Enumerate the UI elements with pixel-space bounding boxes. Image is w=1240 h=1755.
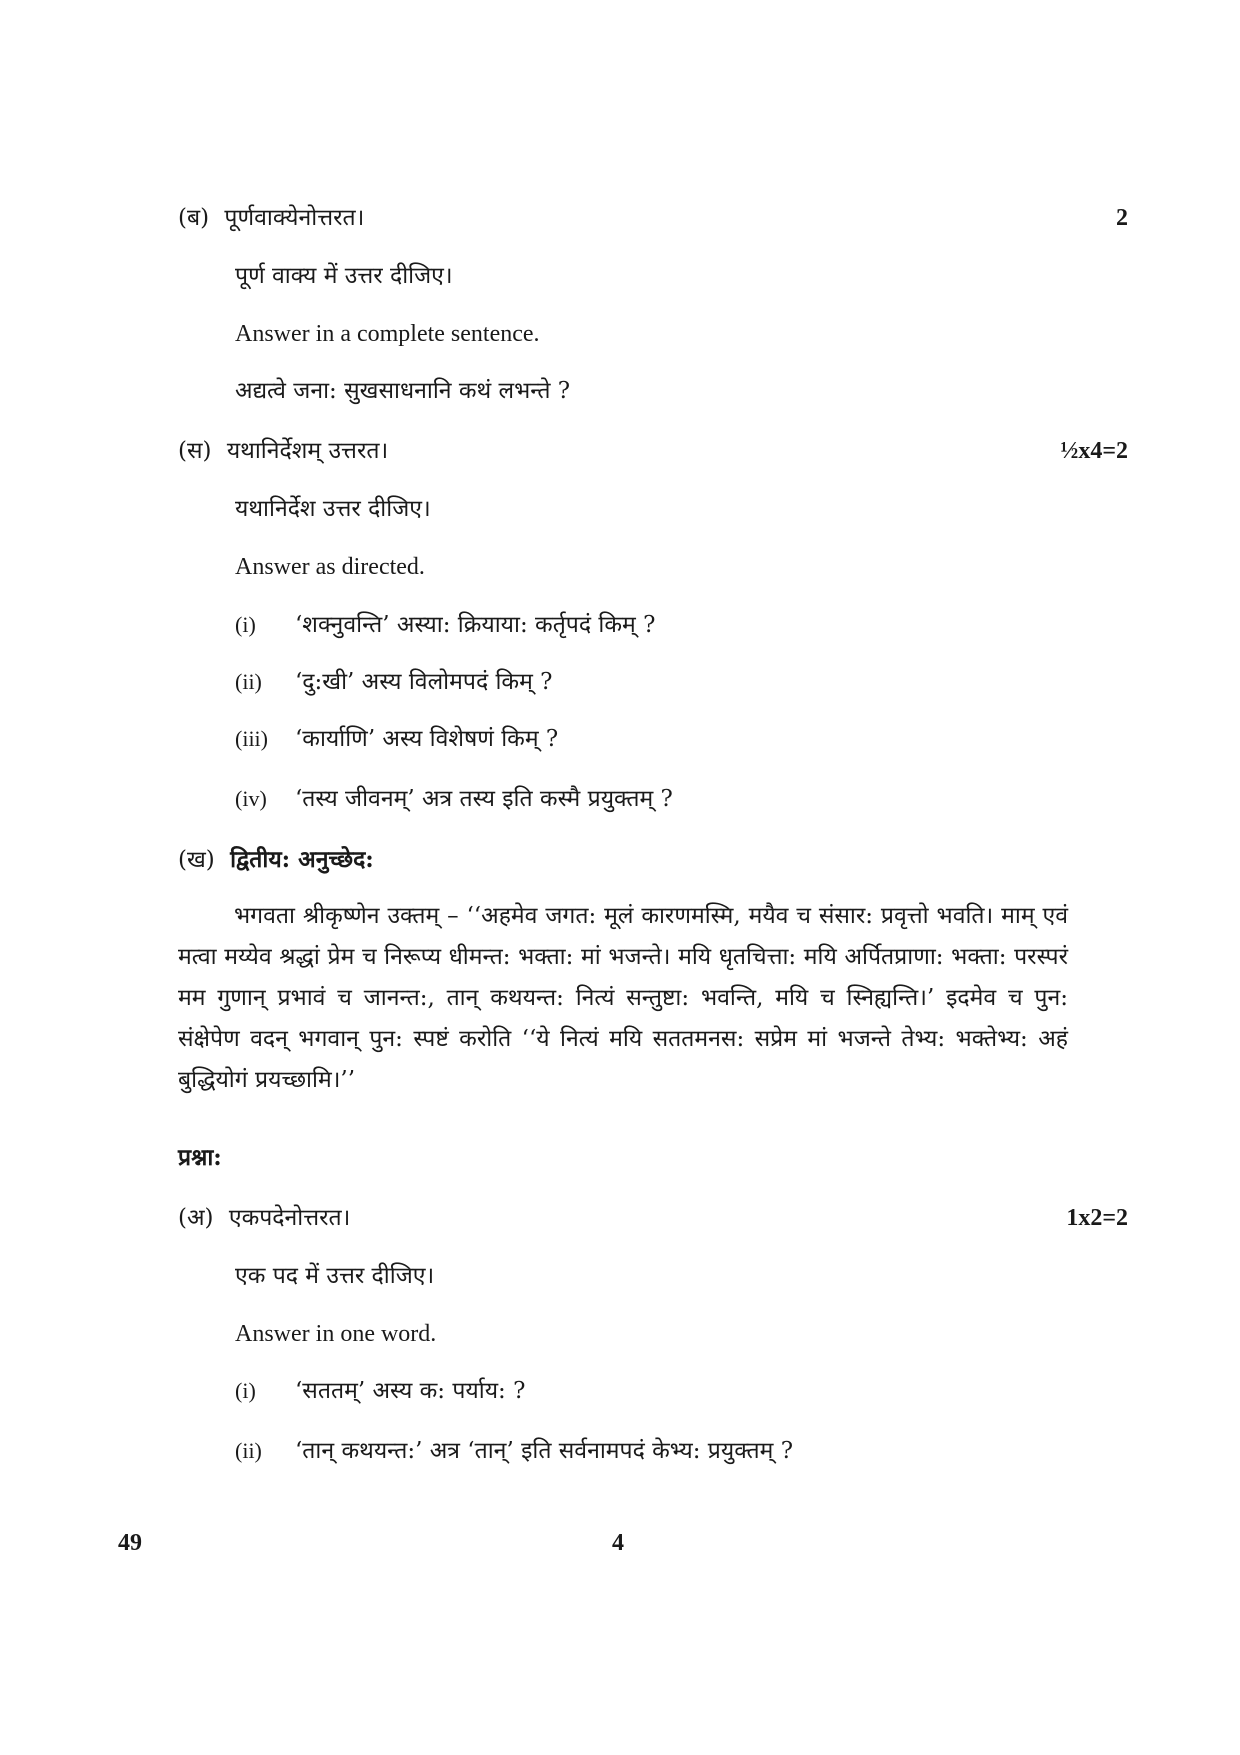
section-kh-heading	[178, 845, 374, 875]
section-kh-label: (ख)	[178, 847, 215, 873]
list-item	[235, 724, 558, 754]
questions-heading: प्रश्ना:	[178, 1144, 222, 1171]
item-number: (ii)	[235, 669, 262, 694]
section-a-marks: 1x2=2	[1066, 1205, 1128, 1231]
item-number: (iv)	[235, 786, 267, 811]
item-number: (i)	[235, 612, 256, 637]
list-item	[235, 1376, 525, 1406]
list-item	[235, 1436, 793, 1466]
item-text: ‘कार्याणि’ अस्य विशेषणं किम् ?	[295, 726, 559, 752]
item-text: ‘सततम्’ अस्य क: पर्याय: ?	[295, 1378, 526, 1404]
section-b-marks: 2	[1116, 205, 1128, 231]
section-a-hindi-instruction: एक पद में उत्तर दीजिए।	[235, 1263, 435, 1289]
section-b-question: अद्यत्वे जना: सुखसाधनानि कथं लभन्ते ?	[235, 378, 571, 404]
item-text: ‘दु:खी’ अस्य विलोमपदं किम् ?	[295, 669, 553, 695]
section-s-hindi-instruction: यथानिर्देश उत्तर दीजिए।	[235, 496, 431, 522]
section-b-label: (ब)	[178, 205, 210, 231]
item-number: (ii)	[235, 1438, 262, 1463]
section-s-title: यथानिर्देशम् उत्तरत।	[226, 438, 389, 464]
section-b-title: पूर्णवाक्येनोत्तरत।	[224, 205, 365, 231]
list-item	[235, 784, 673, 814]
item-text: ‘तस्य जीवनम्’ अत्र तस्य इति कस्मै प्रयुक्तम् ?	[295, 786, 673, 812]
section-a-label: (अ)	[178, 1205, 214, 1231]
list-item	[235, 610, 655, 640]
section-b-heading	[178, 203, 364, 233]
section-kh-title: द्वितीय: अनुच्छेद:	[230, 846, 374, 873]
page-number: 4	[612, 1530, 624, 1556]
section-a-title: एकपदेनोत्तरत।	[228, 1205, 351, 1231]
passage-text: भगवता श्रीकृष्णेन उक्तम् – ‘‘अहमेव जगत: मूलं कारणमस्मि, मयैव च संसार: प्रवृत्तो भवति। माम् एवं मत्वा मय्येव श्रद्धां प्रेम च निरूप्य धीमन्त: भक्ता: मां भजन्ते। मयि धृतचित्ता: मयि अर्पितप्राणा: भक्ता: परस्परं मम गुणान् प्रभावं च जानन्त:, तान् कथयन्त: नित्यं सन्तुष्टा: भवन्ति, मयि च स्निह्यन्ति।’ इदमेव च पुन: संक्षेपेण वदन् भगवान् पुन: स्पष्टं करोति ‘‘ये नित्यं मयि सततमनस: सप्रेम मां भजन्ते तेभ्य: भक्तेभ्य: अहं बुद्धियोगं प्रयच्छामि।’’	[178, 903, 1068, 1093]
section-s-marks: ½x4=2	[1060, 438, 1128, 464]
passage	[178, 896, 1068, 1101]
item-number: (iii)	[235, 726, 268, 751]
section-a-english-instruction: Answer in one word.	[235, 1321, 437, 1347]
item-text: ‘शक्नुवन्ति’ अस्या: क्रियाया: कर्तृपदं किम् ?	[295, 612, 656, 638]
item-text: ‘तान् कथयन्त:’ अत्र ‘तान्’ इति सर्वनामपदं केभ्य: प्रयुक्तम् ?	[295, 1438, 794, 1464]
section-s-english-instruction: Answer as directed.	[235, 554, 425, 580]
section-s-label: (स)	[178, 438, 212, 464]
paper-code: 49	[118, 1530, 142, 1556]
section-s-heading	[178, 436, 388, 466]
item-number: (i)	[235, 1378, 256, 1403]
section-b-hindi-instruction: पूर्ण वाक्य में उत्तर दीजिए।	[235, 263, 453, 289]
section-b-english-instruction: Answer in a complete sentence.	[235, 321, 540, 347]
list-item	[235, 667, 553, 697]
section-a-heading	[178, 1203, 350, 1233]
